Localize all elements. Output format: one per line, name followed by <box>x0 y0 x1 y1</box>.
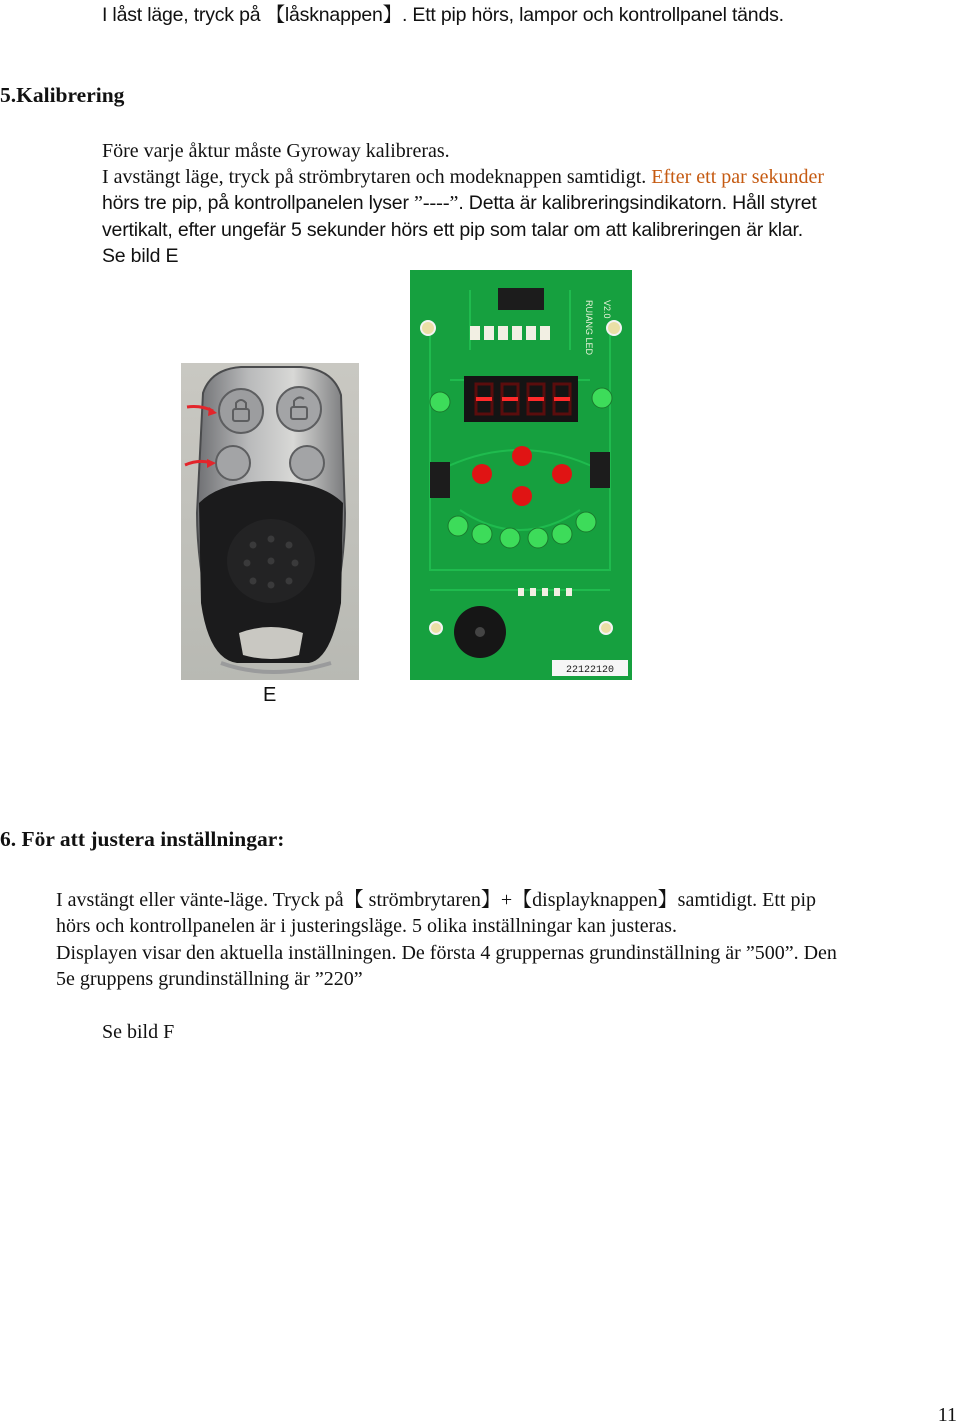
lock-key-label: låsknappen <box>284 4 383 26</box>
section-5-line-2b: Efter ett par sekunder <box>651 166 824 188</box>
see-image-e: Se bild E <box>102 245 179 267</box>
bracket-open: 【 <box>265 4 285 26</box>
bracket-close: 】 <box>382 4 402 26</box>
section-5-line-3c: . Detta är kalibreringsindikatorn. Håll styret <box>458 192 817 214</box>
page-number: 11 <box>937 1404 957 1426</box>
section-5-line-2 <box>102 164 824 190</box>
calibration-indicator: ”----” <box>413 192 459 214</box>
intro-text-before: I låst läge, tryck på <box>102 4 266 26</box>
section-5-line-4: vertikalt, efter ungefär 5 sekunder hörs ett pip som talar om att kalibreringen är klar. <box>102 219 803 241</box>
section-6-line-3: Displayen visar den aktuella inställningen. De första 4 gruppernas grundinställning är ”500”. Den <box>56 942 837 964</box>
section-5-line-3 <box>102 190 817 216</box>
figure-e-caption: E <box>263 684 277 706</box>
section-6-line-2: hörs och kontrollpanelen är i justeringsläge. 5 olika inställningar kan justeras. <box>56 915 677 937</box>
pcb-board-version: V2.0 <box>602 300 612 319</box>
section-6-line-4: 5e gruppens grundinställning är ”220” <box>56 968 363 990</box>
section-5-line-1: Före varje åktur måste Gyroway kalibreras. <box>102 140 450 162</box>
section-5-line-3a: hörs tre pip, på kontrollpanelen lyser <box>102 192 414 214</box>
section-5-line-2a: I avstängt läge, tryck på strömbrytaren och modeknappen samtidigt. <box>102 166 652 188</box>
pcb-serial-label: 22122120 <box>565 665 615 676</box>
control-panel-pcb-image <box>410 270 632 680</box>
section-6-heading: 6. För att justera inställningar: <box>0 827 285 851</box>
section-5-heading: 5.Kalibrering <box>0 83 125 107</box>
remote-control-image <box>181 363 359 680</box>
pcb-illustration <box>410 270 632 680</box>
see-image-f: Se bild F <box>102 1021 175 1043</box>
remote-control-illustration <box>181 363 359 680</box>
pcb-board-label: RUIANG LED <box>584 300 594 356</box>
intro-text-after: . Ett pip hörs, lampor och kontrollpanel tänds. <box>401 4 784 26</box>
section-6-line-1: I avstängt eller vänte-läge. Tryck på【 strömbrytaren】+【displayknappen】samtidigt. Ett pip <box>56 889 817 911</box>
intro-line <box>102 2 784 28</box>
